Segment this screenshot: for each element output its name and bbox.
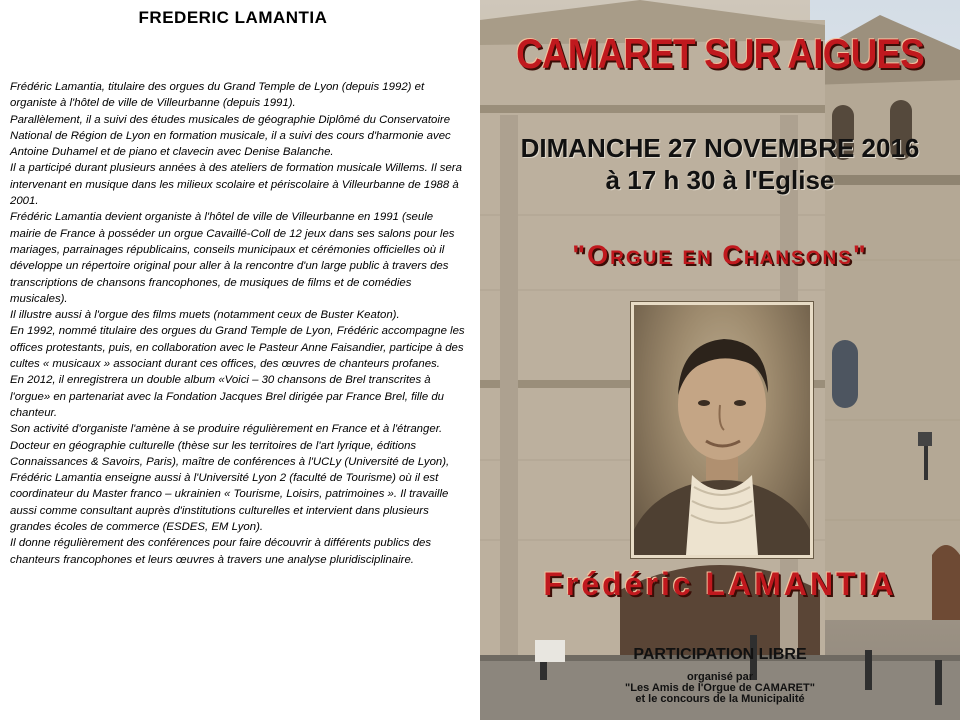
organizer-line: organisé par bbox=[686, 671, 754, 683]
poster-show-title: "Orgue en Chansons" bbox=[572, 240, 868, 270]
bio-paragraph: Il illustre aussi à l'orgue des films muets (notamment ceux de Buster Keaton). bbox=[10, 309, 400, 322]
bio-paragraph: Son activité d'organiste l'amène à se produire régulièrement en France et à l'étranger. Docteur en géographie culturelle (thèse sur les territoires de l'art lyrique, éditions Connaissances & Savoirs, Paris), maître de conférences à l'UCLy (Université de Lyon), bbox=[10, 423, 450, 468]
bio-paragraph: Il a participé durant plusieurs années à des ateliers de formation musicale Willems. Il sera intervenant en musique dans les milieux scolaire et périscolaire à Villeurbanne de 1988 à 2001. bbox=[10, 162, 462, 208]
portrait-illustration bbox=[634, 305, 810, 555]
bio-paragraph: Frédéric Lamantia enseigne aussi à l'Université Lyon 2 (faculté de Tourisme) où il est coordinateur du Master franco – ukrainien « Tourisme, Loisirs, patrimoines ». Il travaille aussi comme consultant auprès d'institutions culturelles et intervient dans plusieurs grandes écoles de commerce (ESDES, EM Lyon). bbox=[10, 472, 449, 534]
bio-paragraph: En 1992, nommé titulaire des orgues du Grand Temple de Lyon, Frédéric accompagne les offices protestants, puis, en collaboration avec le Pasteur Anne Faisandier, participe à des cultes « musicaux » associant durant ces offices, des œuvres de chanteurs profanes. bbox=[10, 325, 465, 371]
poster-organizers bbox=[480, 672, 960, 705]
poster-admission: PARTICIPATION LIBRE bbox=[633, 646, 807, 663]
organizer-line: et le concours de la Municipalité bbox=[635, 693, 805, 705]
poster-date: DIMANCHE 27 NOVEMBRE 2016 bbox=[520, 133, 920, 163]
poster-town: CAMARET SUR AIGUES bbox=[516, 30, 924, 77]
artist-portrait bbox=[631, 302, 813, 558]
biography-text bbox=[10, 79, 465, 568]
biography-title: FREDERIC LAMANTIA bbox=[138, 8, 328, 27]
concert-poster bbox=[480, 0, 960, 720]
poster-artist-name: Frédéric LAMANTIA bbox=[543, 566, 897, 602]
organizer-line: "Les Amis de l'Orgue de CAMARET" bbox=[625, 682, 815, 694]
bio-paragraph: Il donne régulièrement des conférences pour faire découvrir à différents publics des chanteurs francophones et leurs œuvres à travers une analyse pluridisciplinaire. bbox=[10, 537, 432, 566]
bio-paragraph: En 2012, il enregistrera un double album «Voici – 30 chansons de Brel transcrites à l'orgue» en partenariat avec la Fondation Jacques Brel dirigée par France Brel, fille du chanteur. bbox=[10, 374, 445, 419]
bio-paragraph: Parallèlement, il a suivi des études musicales de géographie Diplômé du Conservatoire National de Région de Lyon en formation musicale, il a suivi des cours d'harmonie avec Antoine Duhamel et de piano et clavecin avec Denise Balanche. bbox=[10, 113, 451, 159]
bio-paragraph: Frédéric Lamantia, titulaire des orgues du Grand Temple de Lyon (depuis 1992) et organiste à l'hôtel de ville de Villeurbanne (depuis 1991). bbox=[10, 81, 425, 110]
bio-paragraph: Frédéric Lamantia devient organiste à l'hôtel de ville de Villeurbanne en 1991 (seule mairie de France à posséder un orgue Cavaillé-Coll de 12 jeux dans ses salons pour les mariages, parrainages républicains, conseils municipaux et cérémonies officielles où il développe un répertoire original pour aller à la rencontre d'un large public à travers des transcriptions de chansons francophones, de musiques de films et de comédies musicales). bbox=[10, 211, 455, 305]
poster-time-place: à 17 h 30 à l'Eglise bbox=[605, 165, 835, 195]
